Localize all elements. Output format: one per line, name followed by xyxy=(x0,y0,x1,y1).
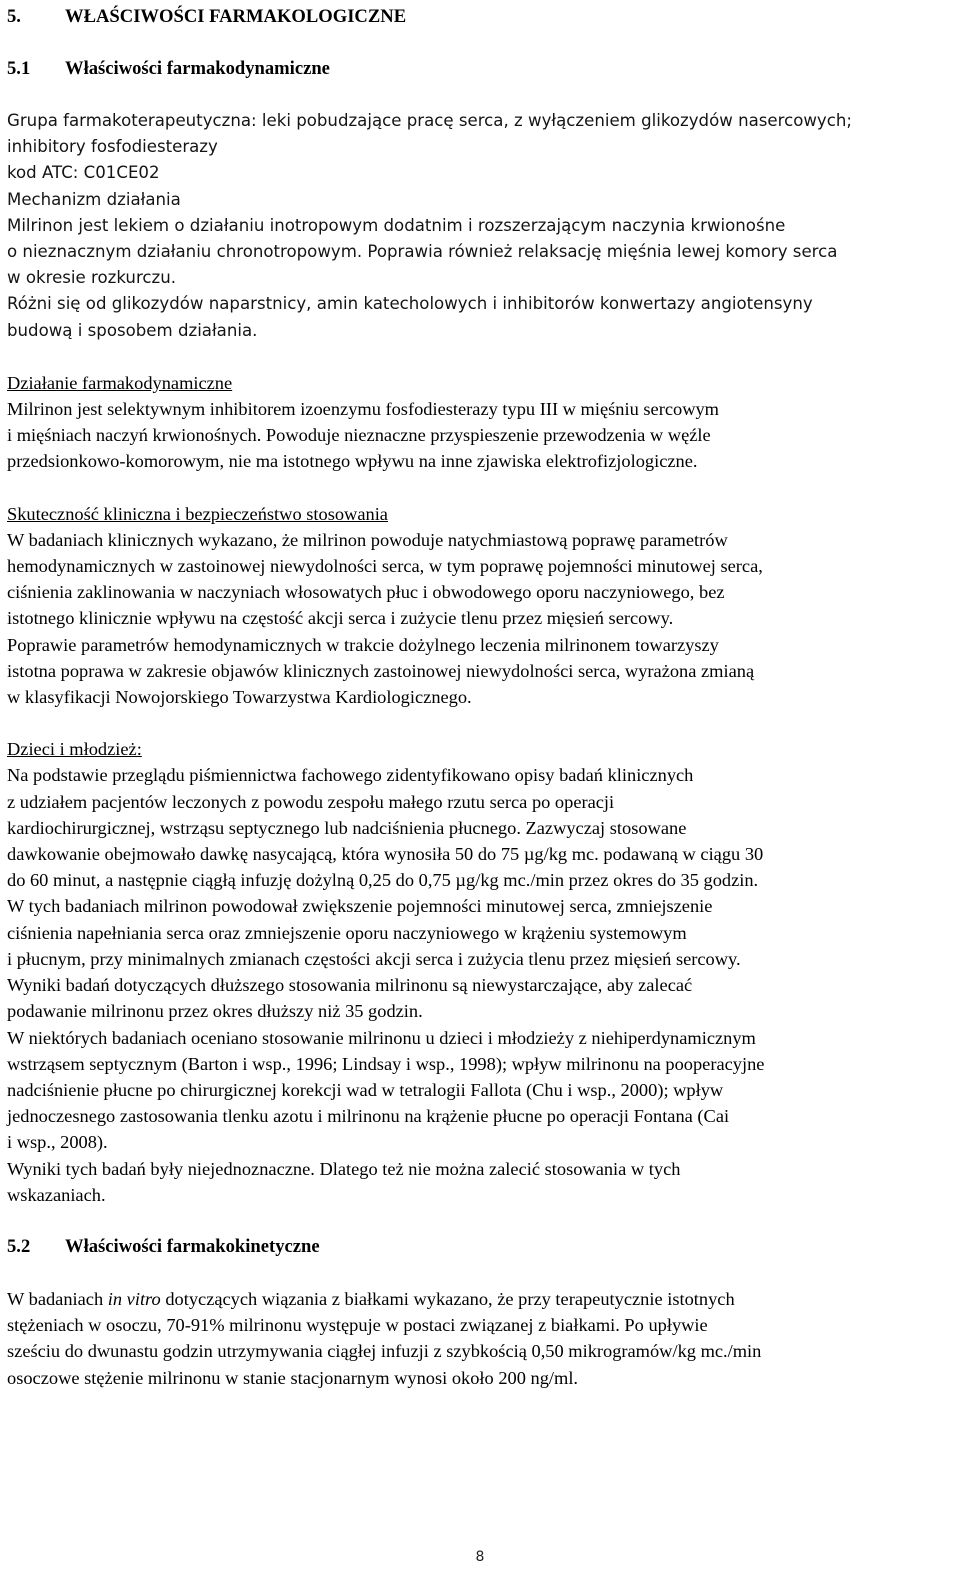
text-line: kardiochirurgicznej, wstrząsu septycznego lub nadciśnienia płucnego. Zazwyczaj stosowane xyxy=(7,817,687,838)
text-run: W badaniach xyxy=(7,1288,108,1309)
section-number: 5.1 xyxy=(7,58,31,79)
text-line: Wyniki badań dotyczących dłuższego stosowania milrinonu są niewystarczające, aby zalecać xyxy=(7,975,693,996)
text-line: istotna poprawa w zakresie objawów klinicznych zastoinowej niewydolności serca, wyrażona zmianą xyxy=(7,660,755,681)
clinical-efficacy xyxy=(7,501,952,711)
text-line: jednoczesnego zastosowania tlenku azotu i milrinonu na krążenie płucne po operacji Fontana (Cai xyxy=(7,1106,730,1127)
text-line: ciśnienia zaklinowania w naczyniach włosowatych płuc i obwodowego oporu naczyniowego, bez xyxy=(7,582,725,603)
text-line: o nieznacznym działaniu chronotropowym. Poprawia również relaksację mięśnia lewej komory serca xyxy=(7,242,838,262)
text-line: i wsp., 2008). xyxy=(7,1132,108,1153)
children-heading: Dzieci i młodzież: xyxy=(7,739,142,760)
text-line: i mięśniach naczyń krwionośnych. Powoduje nieznaczne przyspieszenie przewodzenia w węźle xyxy=(7,425,711,446)
text-line: W tych badaniach milrinon powodował zwiększenie pojemności minutowej serca, zmniejszenie xyxy=(7,896,713,917)
text-line: Poprawie parametrów hemodynamicznych w trakcie dożylnego leczenia milrinonem towarzyszy xyxy=(7,634,719,655)
text-line: podawanie milrinonu przez okres dłuższy niż 35 godzin. xyxy=(7,1001,423,1022)
pd-action-heading: Działanie farmakodynamiczne xyxy=(7,372,233,393)
section-5-1-heading xyxy=(7,56,952,82)
text-line: sześciu do dwunastu godzin utrzymywania ciągłej infuzji z szybkością 0,50 mikrogramów/kg mc./min xyxy=(7,1341,762,1362)
text-run: dotyczących wiązania z białkami wykazano, że przy terapeutycznie istotnych xyxy=(160,1288,735,1309)
page-number: 8 xyxy=(475,1549,485,1565)
text-line xyxy=(7,1286,952,1312)
pharmacodynamic-action xyxy=(7,370,952,475)
text-line: w okresie rozkurczu. xyxy=(7,268,177,288)
pharmacokinetics xyxy=(7,1286,952,1391)
text-line: nadciśnienie płucne po chirurgicznej korekcji wad w tetralogii Fallota (Chu i wsp., 2000); wpływ xyxy=(7,1079,724,1100)
section-title: WŁAŚCIWOŚCI FARMAKOLOGICZNE xyxy=(65,6,407,27)
text-line: istotnego klinicznie wpływu na częstość akcji serca i zużycie tlenu przez mięsień sercowy. xyxy=(7,608,674,629)
text-line: w klasyfikacji Nowojorskiego Towarzystwa Kardiologicznego. xyxy=(7,687,472,708)
text-line: osoczowe stężenie milrinonu w stanie stacjonarnym wynosi około 200 ng/ml. xyxy=(7,1367,579,1388)
efficacy-heading: Skuteczność kliniczna i bezpieczeństwo stosowania xyxy=(7,503,388,524)
mechanism-heading: Mechanizm działania xyxy=(7,189,181,209)
text-line: ciśnienia napełniania serca oraz zmniejszenie oporu naczyniowego w krążeniu systemowym xyxy=(7,922,687,943)
text-line: Grupa farmakoterapeutyczna: leki pobudzające pracę serca, z wyłączeniem glikozydów nasercowych; xyxy=(7,111,852,130)
text-line: hemodynamicznych w zastoinowej niewydolności serca, w tym poprawę pojemności minutowej serca, xyxy=(7,556,763,577)
text-line: do 60 minut, a następnie ciągłą infuzję dożylną 0,25 do 0,75 µg/kg mc./min przez okres do 35 godzin. xyxy=(7,870,759,891)
text-line: przedsionkowo-komorowym, nie ma istotnego wpływu na inne zjawiska elektrofizjologiczne. xyxy=(7,451,698,472)
section-number: 5.2 xyxy=(7,1235,31,1257)
text-line: kod ATC: C01CE02 xyxy=(7,163,160,183)
text-line: inhibitory fosfodiesterazy xyxy=(7,137,218,157)
section-title: Właściwości farmakokinetyczne xyxy=(65,1235,320,1257)
section-5-heading xyxy=(7,4,952,30)
text-line: Różni się od glikozydów naparstnicy, amin katecholowych i inhibitorów konwertazy angiotensyny xyxy=(7,294,813,314)
text-line: Milrinon jest lekiem o działaniu inotropowym dodatnim i rozszerzającym naczynia krwionośne xyxy=(7,215,786,235)
text-line: Na podstawie przeglądu piśmiennictwa fachowego zidentyfikowano opisy badań klinicznych xyxy=(7,765,694,786)
text-line: z udziałem pacjentów leczonych z powodu zespołu małego rzutu serca po operacji xyxy=(7,791,615,812)
pharmacotherapeutic-group xyxy=(7,108,952,344)
text-line: W badaniach klinicznych wykazano, że milrinon powoduje natychmiastową poprawę parametrów xyxy=(7,529,728,550)
section-5-2-heading xyxy=(7,1234,952,1260)
text-line: dawkowanie obejmowało dawkę nasycającą, która wynosiła 50 do 75 µg/kg mc. podawaną w ciągu 30 xyxy=(7,844,764,865)
text-line: budową i sposobem działania. xyxy=(7,320,258,340)
text-line: W niektórych badaniach oceniano stosowanie milrinonu u dzieci i młodzieży z niehiperdynamicznym xyxy=(7,1027,756,1048)
paediatric-population xyxy=(7,736,952,1208)
text-line: Milrinon jest selektywnym inhibitorem izoenzymu fosfodiesterazy typu III w mięśniu sercowym xyxy=(7,399,719,420)
text-line: wskazaniach. xyxy=(7,1184,106,1205)
text-line: Wyniki tych badań były niejednoznaczne. Dlatego też nie można zalecić stosowania w tych xyxy=(7,1158,681,1179)
section-number: 5. xyxy=(7,6,21,27)
section-title: Właściwości farmakodynamiczne xyxy=(65,58,330,79)
italic-term: in vitro xyxy=(107,1288,161,1309)
text-line: i płucnym, przy minimalnych zmianach częstości akcji serca i zużycia tlenu przez mięsień sercowy. xyxy=(7,948,741,969)
text-line: stężeniach w osoczu, 70-91% milrinonu występuje w postaci związanej z białkami. Po upływie xyxy=(7,1315,708,1336)
text-line: wstrząsem septycznym (Barton i wsp., 1996; Lindsay i wsp., 1998); wpływ milrinonu na pooperacyjne xyxy=(7,1053,765,1074)
